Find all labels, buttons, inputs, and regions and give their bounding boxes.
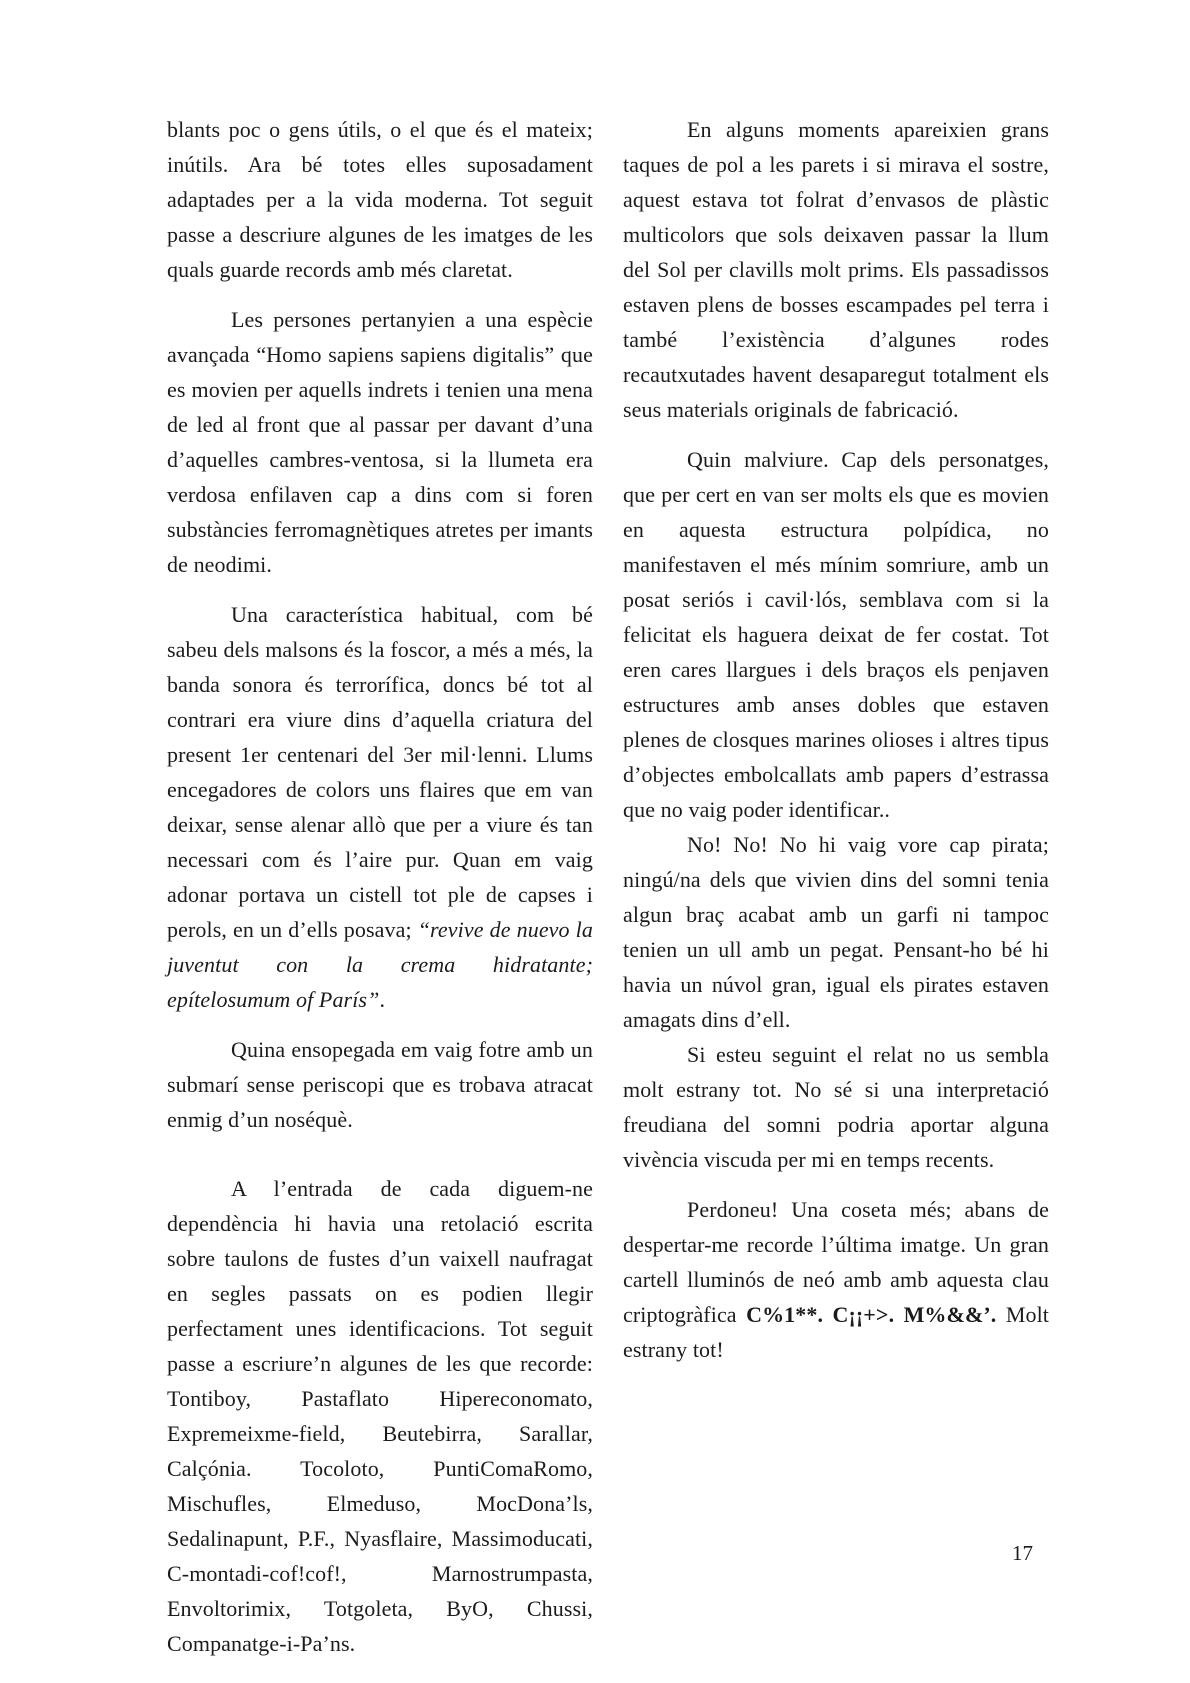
paragraph-text: Perdoneu! Una coseta més; abans de despertar-me recorde l’última imatge. Un gran cartell lluminós de neó amb amb aquesta clau criptogràfica — [623, 1197, 1049, 1327]
paragraph-text: Una característica habitual, com bé sabeu dels malsons és la foscor, a més a més, la banda sonora és terrorífica, doncs bé tot al contrari era viure dins d’aquella criatura del present 1er centenari del 3er mil·lenni. Llums encegadores de colors uns flaires que em van deixar, sense alenar allò que per a viure és tan necessari com és l’aire pur. Quan em vaig adonar portava un cistell tot ple de capses i perols, en un d’ells posava; — [167, 602, 593, 942]
paragraph-text: Molt estrany tot! — [623, 1302, 1050, 1362]
paragraph-no-no: No! No! No hi vaig vore cap pirata; ningú/na dels que vivien dins del somni tenia algun braç acabat amb un garfi ni tampoc tenien un ull amb un pegat. Pensant-ho bé hi havia un núvol gran, igual els pirates estaven amagats dins d’ell. — [623, 832, 1049, 1032]
paragraph-continuation: blants poc o gens útils, o el que és el mateix; inútils. Ara bé totes elles suposadament adaptades per a la vida moderna. Tot seguit passe a descriure algunes de les imatges de les quals guarde records amb més claretat. — [167, 117, 593, 282]
right-column — [623, 112, 1049, 1661]
paragraph-quina-ensopegada: Quina ensopegada em vaig fotre amb un submarí sense periscopi que es trobava atracat enmig d’un noséquè. — [167, 1037, 593, 1132]
page-number: 17 — [1012, 1541, 1033, 1565]
paragraph-a-lentrada: A l’entrada de cada diguem-ne dependència hi havia una retolació escrita sobre taulons de fustes d’un vaixell naufragat en segles passats on es podien llegir perfectament unes identificacions. Tot seguit passe a escriure’n algunes de les que recorde: Tontiboy, Pastaflato Hipereconomato, Expremeixme-field, Beutebirra, Sarallar, Calçónia. Tocoloto, PuntiComaRomo, Mischufles, Elmeduso, MocDona’ls, Sedalinapunt, P.F., Nyasflaire, Massimoducati, C-montadi-cof!cof!, Marnostrumpasta, Envoltorimix, Totgoleta, ByO, Chussi, Companatge-i-Pa’ns. — [167, 1176, 593, 1656]
italic-quote: “revive de nuevo la juventut con la crema hidratante; epítelosumum of París” — [167, 917, 593, 1012]
paragraph-si-esteu-seguint: Si esteu seguint el relat no us sembla molt estrany tot. No sé si una interpretació freudiana del somni podria aportar alguna vivència viscuda per mi en temps recents. — [623, 1042, 1049, 1172]
document-text-block — [167, 112, 1049, 1661]
paragraph-quin-malviure: Quin malviure. Cap dels personatges, que per cert en van ser molts els que es movien en aquesta estructura polpídica, no manifestaven el més mínim somriure, amb un posat seriós i cavil·lós, semblava com si la felicitat els haguera deixat de fer costat. Tot eren cares llargues i dels braços els penjaven estructures amb anses dobles que estaven plenes de closques marines olioses i altres tipus d’objectes embolcallats amb papers d’estrassa que no vaig poder identificar.. — [623, 447, 1049, 822]
paragraph-text: . — [379, 987, 386, 1012]
paragraph-una-caracteristica — [167, 597, 593, 1017]
paragraph-les-persones: Les persones pertanyien a una espècie avançada “Homo sapiens sapiens digitalis” que es movien per aquells indrets i tenien una mena de led al front que al passar per davant d’una d’aquelles cambres-ventosa, si la llumeta era verdosa enfilaven cap a dins com si foren substàncies ferromagnètiques atretes per imants de neodimi. — [167, 307, 593, 577]
paragraph-en-alguns-moments: En alguns moments apareixien grans taques de pol a les parets i si mirava el sostre, aquest estava tot folrat d’envasos de plàstic multicolors que sols deixaven passar la llum del Sol per clavills molt prims. Els passadissos estaven plens de bosses escampades pel terra i també l’existència d’algunes rodes recautxutades havent desaparegut totalment els seus materials originals de fabricació. — [623, 117, 1049, 422]
paragraph-perdoneu — [623, 1192, 1049, 1367]
cryptographic-key: C%1**. C¡¡+>. M%&&’. — [746, 1302, 997, 1327]
left-column — [167, 112, 593, 1661]
